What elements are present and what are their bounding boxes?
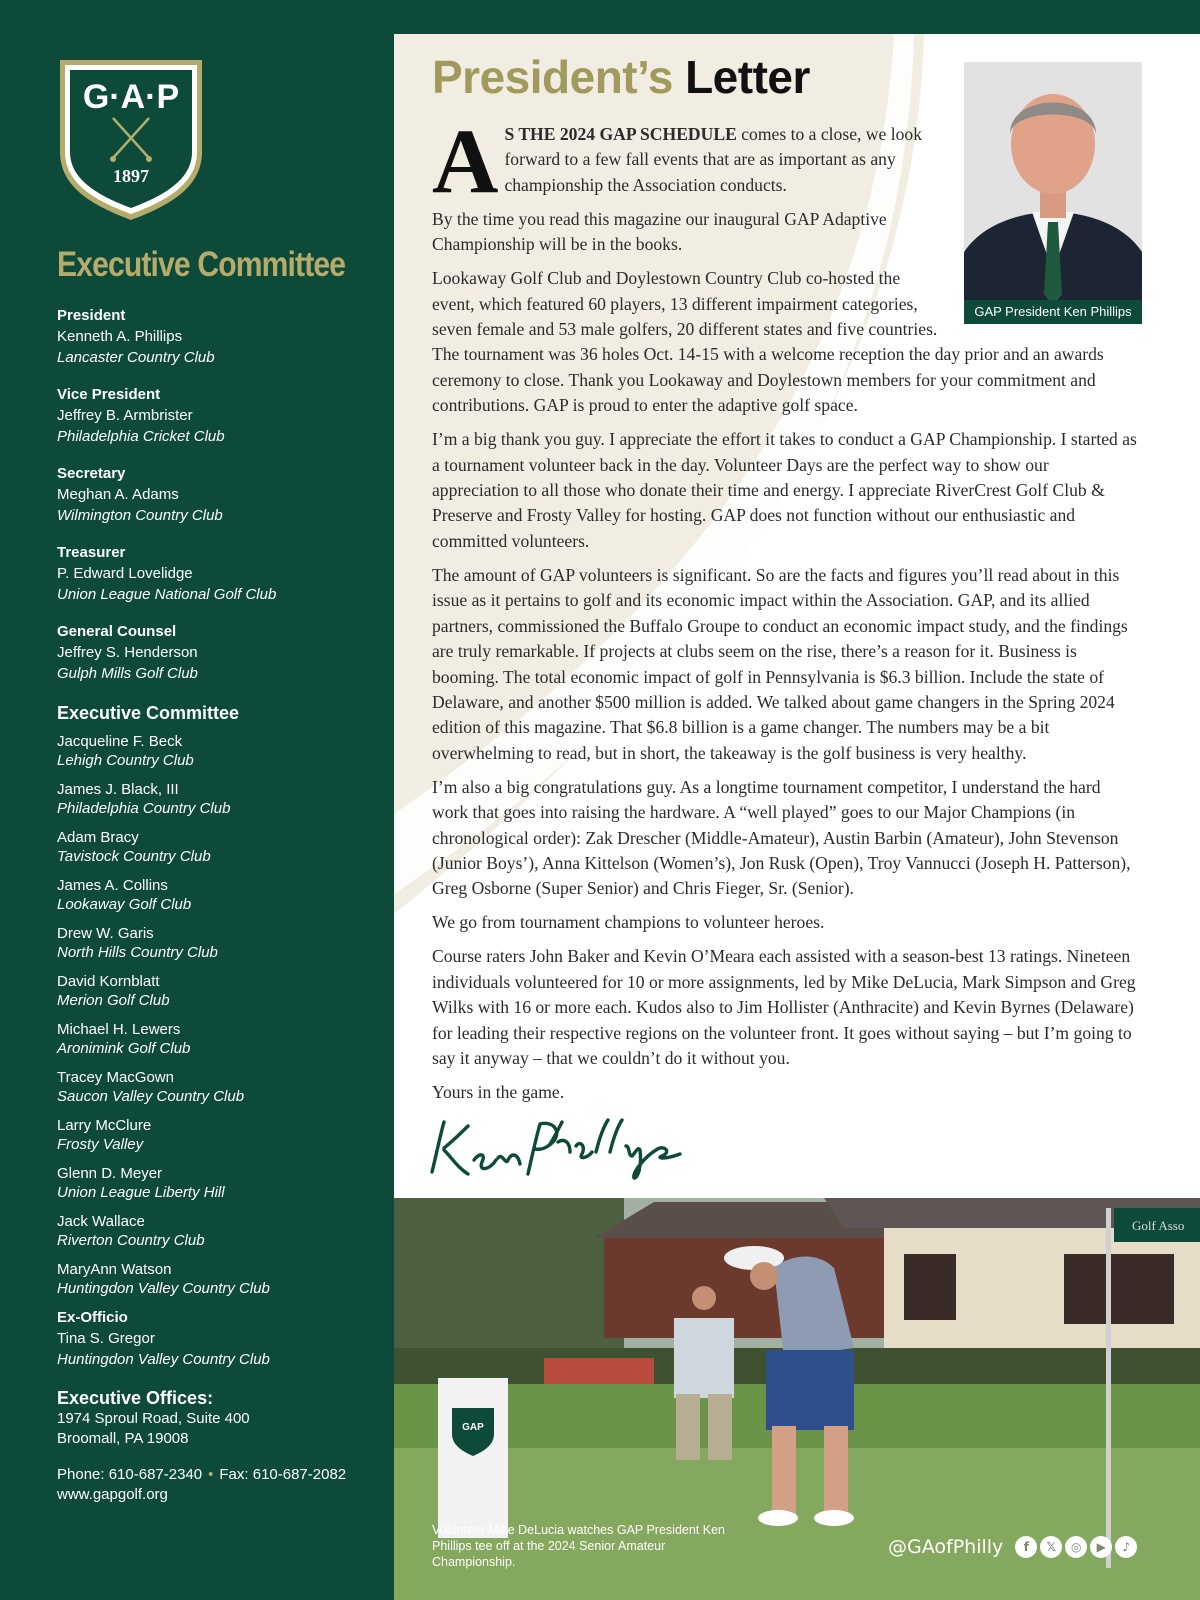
officer-club: Lancaster Country Club <box>57 349 215 366</box>
member-name: MaryAnn Watson <box>57 1261 172 1278</box>
committee-member <box>57 1068 387 1106</box>
lead-rest: comes to a close, we look forward to a few fall events that are as important as any championship the Association conducts. <box>504 124 923 195</box>
lead-caps: S THE 2024 GAP SCHEDULE <box>504 124 737 144</box>
officer-name: Jeffrey B. Armbrister <box>57 407 193 424</box>
title-part-2: Letter <box>685 51 810 103</box>
committee-member <box>57 828 387 866</box>
officer-list <box>57 306 387 1505</box>
officer-president <box>57 306 387 368</box>
social-bar <box>888 1536 1140 1558</box>
committee-member <box>57 732 387 770</box>
youtube-icon[interactable]: ▶ <box>1090 1536 1112 1558</box>
member-name: Adam Bracy <box>57 829 139 846</box>
committee-member <box>57 924 387 962</box>
officer-role: Vice President <box>57 386 161 403</box>
member-club: Lehigh Country Club <box>57 752 194 769</box>
x-icon[interactable]: 𝕏 <box>1040 1536 1062 1558</box>
logo-year: 1897 <box>113 166 149 186</box>
member-club: Philadelphia Country Club <box>57 800 231 817</box>
officer-name: Kenneth A. Phillips <box>57 328 183 345</box>
officer-club: Union League National Golf Club <box>57 586 277 603</box>
member-club: Tavistock Country Club <box>57 848 211 865</box>
photo-caption: GAP President Ken Phillips <box>964 300 1142 324</box>
committee-member <box>57 1260 387 1298</box>
officer-name: Meghan A. Adams <box>57 486 179 503</box>
banner-text: Golf Asso <box>1132 1218 1185 1233</box>
officer-name: Tina S. Gregor <box>57 1330 155 1347</box>
committee-member <box>57 1116 387 1154</box>
letter-paragraph: Yours in the game. <box>432 1081 565 1102</box>
member-name: David Kornblatt <box>57 973 160 990</box>
website-link[interactable]: www.gapgolf.org <box>57 1486 168 1503</box>
member-club: Riverton Country Club <box>57 1232 205 1249</box>
officer-role: Ex-Officio <box>57 1309 128 1326</box>
member-name: James J. Black, III <box>57 781 179 798</box>
committee-member <box>57 1212 387 1250</box>
fax-number: Fax: 610-687-2082 <box>219 1466 347 1483</box>
member-name: Drew W. Garis <box>57 925 154 942</box>
officer-role: President <box>57 307 126 324</box>
social-handle[interactable]: @GAofPhilly <box>888 1536 1004 1558</box>
committee-member <box>57 780 387 818</box>
committee-title: Executive Committee <box>57 703 240 723</box>
member-club: Aronimink Golf Club <box>57 1040 191 1057</box>
member-club: Saucon Valley Country Club <box>57 1088 245 1105</box>
officer-club: Huntingdon Valley Country Club <box>57 1351 270 1368</box>
committee-member <box>57 1020 387 1058</box>
committee-member <box>57 972 387 1010</box>
member-name: Glenn D. Meyer <box>57 1165 163 1182</box>
member-club: Huntingdon Valley Country Club <box>57 1280 270 1297</box>
committee-member <box>57 876 387 914</box>
instagram-icon[interactable]: ◎ <box>1065 1536 1087 1558</box>
address-line-1: 1974 Sproul Road, Suite 400 <box>57 1410 250 1427</box>
member-name: Larry McClure <box>57 1117 152 1134</box>
member-club: Frosty Valley <box>57 1136 144 1153</box>
facebook-icon[interactable]: f <box>1015 1536 1037 1558</box>
member-name: Jack Wallace <box>57 1213 145 1230</box>
phone-number: Phone: 610-687-2340 <box>57 1466 203 1483</box>
logo-letters: G·A·P <box>82 78 180 116</box>
member-name: Jacqueline F. Beck <box>57 733 183 750</box>
tiktok-icon[interactable]: ♪ <box>1115 1536 1137 1558</box>
member-club: Union League Liberty Hill <box>57 1184 225 1201</box>
letter-panel <box>394 34 1200 1198</box>
officer-role: Treasurer <box>57 544 126 561</box>
contact-line <box>57 1465 387 1485</box>
letter-paragraph: Course raters John Baker and Kevin O’Meara each assisted with a season-best 13 ratings. Nineteen individuals volunteered for 10 or more assignments, led by Mike DeLucia, Mark Simpson and Greg Wilks with 16 or more each. Kudos also to Jim Hollister (Anthracite) and Kevin Byrnes (Delaware) for leading their respective regions on the volunteer front. It goes without saying – but I’m going to say it anyway – that we couldn’t do it without you. <box>432 946 1136 1068</box>
sidebar <box>0 0 394 1600</box>
photo-caption-bottom: Volunteer Mike DeLucia watches GAP President Ken Phillips tee off at the 2024 Senior Amateur Championship. <box>432 1523 725 1569</box>
photo-spacer <box>942 122 1138 332</box>
officer-role: General Counsel <box>57 623 177 640</box>
officer-name: Jeffrey S. Henderson <box>57 644 198 661</box>
officer-general-counsel <box>57 622 387 684</box>
member-name: James A. Collins <box>57 877 168 894</box>
offices-title: Executive Offices: <box>57 1388 214 1408</box>
letter-paragraph: I’m a big thank you guy. I appreciate the effort it takes to conduct a GAP Championship. I started as a tournament volunteer back in the day. Volunteer Days are the perfect way to show our appreciation to all those who donate their time and energy. I appreciate RiverCrest Golf Club & Preserve and Frosty Valley for hosting. GAP does not function without our enthusiastic and committed volunteers. <box>432 429 1137 551</box>
member-club: Lookaway Golf Club <box>57 896 192 913</box>
officer-role: Secretary <box>57 465 126 482</box>
letter-body <box>432 110 1138 1114</box>
committee-member <box>57 1164 387 1202</box>
sidebar-heading: Executive Committee <box>57 245 346 284</box>
letter-paragraph: Lookaway Golf Club and Doylestown Country Club co-hosted the event, which featured 60 players, 13 different impairment categories, seven female and 53 male golfers, 20 different states and five countries. The tournament was 36 holes Oct. 14-15 with a welcome reception the day prior and an awards ceremony to close. Thank you Lookaway and Doylestown members for your commitment and contributions. GAP is proud to enter the adaptive golf space. <box>432 268 1104 416</box>
officer-club: Gulph Mills Golf Club <box>57 665 198 682</box>
letter-paragraph: By the time you read this magazine our inaugural GAP Adaptive Championship will be in the books. <box>432 208 887 255</box>
gap-logo <box>56 56 206 224</box>
photo-section <box>394 1198 1200 1600</box>
officer-vice-president <box>57 385 387 447</box>
member-club: Merion Golf Club <box>57 992 170 1009</box>
title-part-1: President’s <box>432 51 673 103</box>
tee-marker-text: GAP <box>462 1422 484 1433</box>
officer-name: P. Edward Lovelidge <box>57 565 193 582</box>
officer-club: Philadelphia Cricket Club <box>57 428 225 445</box>
member-name: Tracey MacGown <box>57 1069 174 1086</box>
page-title <box>432 50 810 104</box>
drop-cap: A <box>432 110 499 212</box>
signature <box>424 1116 694 1186</box>
address-line-2: Broomall, PA 19008 <box>57 1430 189 1447</box>
ex-officio <box>57 1308 387 1370</box>
member-name: Michael H. Lewers <box>57 1021 181 1038</box>
letter-paragraph: We go from tournament champions to volunteer heroes. <box>432 912 825 933</box>
member-club: North Hills Country Club <box>57 944 218 961</box>
letter-paragraph: I’m also a big congratulations guy. As a longtime tournament competitor, I understand the hard work that goes into raising the hardware. A “well played” goes to our Major Champions (in chronological order): Zak Drescher (Middle-Amateur), Austin Barbin (Amateur), John Stevenson (Junior Boys’), Anna Kittelson (Women’s), Jon Rusk (Open), Troy Vannucci (Joseph H. Patterson), Greg Osborne (Super Senior) and Chris Fieger, Sr. (Senior). <box>432 776 1131 899</box>
officer-treasurer <box>57 543 387 605</box>
separator-dot: • <box>208 1466 214 1483</box>
officer-secretary <box>57 464 387 526</box>
letter-paragraph: The amount of GAP volunteers is significant. So are the facts and figures you’ll read about in this issue as it pertains to golf and its economic impact within the Association. GAP, and its allied partners, commissioned the Buffalo Groupe to conduct an economic impact study, and the findings are truly remarkable. If projects at clubs seem on the rise, there’s a reason for it. Business is booming. The total economic impact of golf in Pennsylvania is $6.3 billion. Include the state of Delaware, and another $500 million is added. We talked about game changers in the Spring 2024 edition of this magazine. That $6.8 billion is a game changer. The numbers may be a bit overwhelming to read, but in short, the takeaway is the golf business is very healthy. <box>432 564 1128 763</box>
officer-club: Wilmington Country Club <box>57 507 223 524</box>
